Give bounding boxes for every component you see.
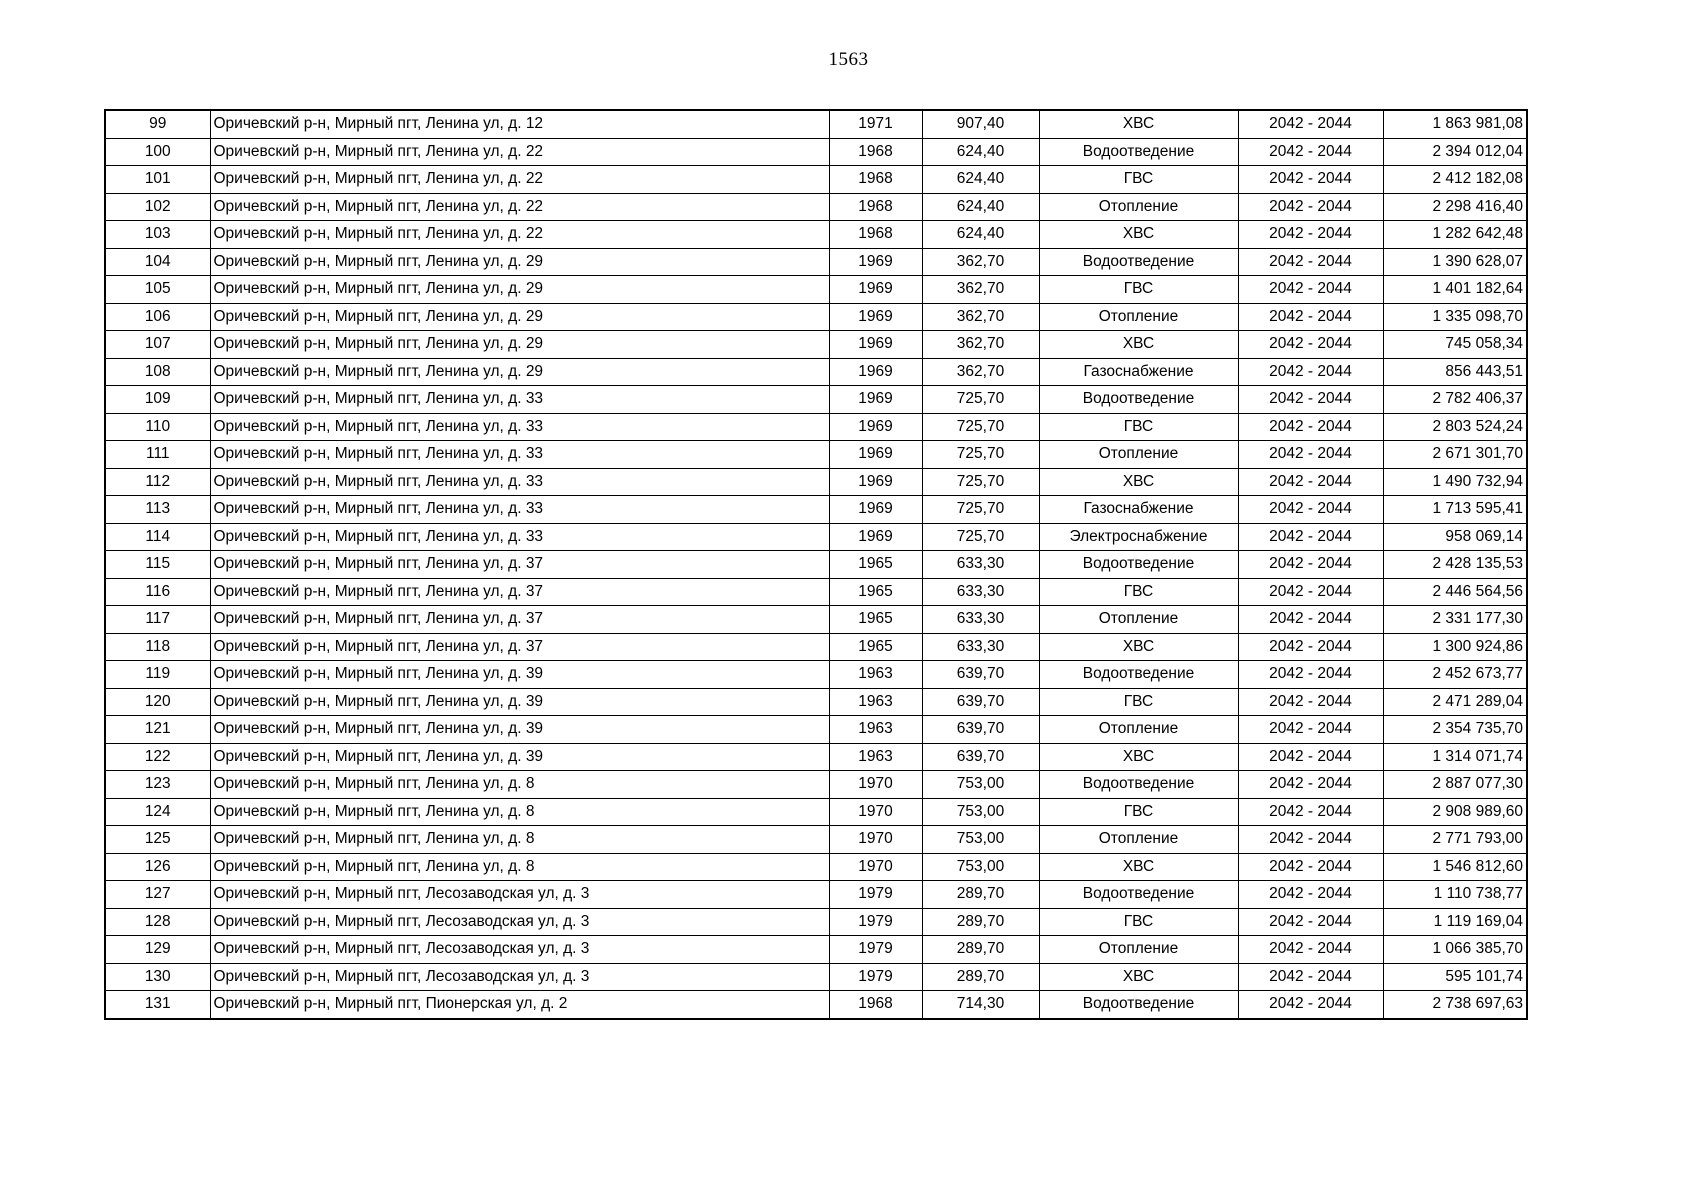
year-built-cell: 1969 xyxy=(829,413,922,441)
row-number-cell: 127 xyxy=(105,881,210,909)
repair-period-cell: 2042 - 2044 xyxy=(1238,386,1383,414)
service-type-cell: ХВС xyxy=(1039,331,1238,359)
year-built-cell: 1969 xyxy=(829,303,922,331)
year-built-cell: 1979 xyxy=(829,908,922,936)
cost-cell: 1 119 169,04 xyxy=(1383,908,1527,936)
table-row xyxy=(105,496,1527,524)
cost-cell: 1 300 924,86 xyxy=(1383,633,1527,661)
year-built-cell: 1969 xyxy=(829,441,922,469)
repair-registry-table xyxy=(104,109,1528,1020)
repair-period-cell: 2042 - 2044 xyxy=(1238,578,1383,606)
year-built-cell: 1965 xyxy=(829,551,922,579)
repair-period-cell: 2042 - 2044 xyxy=(1238,468,1383,496)
repair-period-cell: 2042 - 2044 xyxy=(1238,303,1383,331)
year-built-cell: 1971 xyxy=(829,110,922,138)
year-built-cell: 1968 xyxy=(829,166,922,194)
year-built-cell: 1979 xyxy=(829,936,922,964)
service-type-cell: ГВС xyxy=(1039,908,1238,936)
service-type-cell: Водоотведение xyxy=(1039,661,1238,689)
row-number-cell: 103 xyxy=(105,221,210,249)
address-cell: Оричевский р-н, Мирный пгт, Ленина ул, д. 8 xyxy=(210,798,829,826)
repair-period-cell: 2042 - 2044 xyxy=(1238,413,1383,441)
service-type-cell: Отопление xyxy=(1039,826,1238,854)
repair-period-cell: 2042 - 2044 xyxy=(1238,331,1383,359)
cost-cell: 1 390 628,07 xyxy=(1383,248,1527,276)
row-number-cell: 115 xyxy=(105,551,210,579)
cost-cell: 745 058,34 xyxy=(1383,331,1527,359)
cost-cell: 1 314 071,74 xyxy=(1383,743,1527,771)
address-cell: Оричевский р-н, Мирный пгт, Пионерская ул, д. 2 xyxy=(210,991,829,1019)
area-cell: 624,40 xyxy=(922,166,1039,194)
service-type-cell: Водоотведение xyxy=(1039,991,1238,1019)
table-row xyxy=(105,743,1527,771)
table-row xyxy=(105,358,1527,386)
cost-cell: 2 331 177,30 xyxy=(1383,606,1527,634)
row-number-cell: 129 xyxy=(105,936,210,964)
service-type-cell: Водоотведение xyxy=(1039,551,1238,579)
area-cell: 289,70 xyxy=(922,963,1039,991)
service-type-cell: ХВС xyxy=(1039,468,1238,496)
year-built-cell: 1965 xyxy=(829,633,922,661)
table-row xyxy=(105,248,1527,276)
repair-period-cell: 2042 - 2044 xyxy=(1238,716,1383,744)
address-cell: Оричевский р-н, Мирный пгт, Ленина ул, д. 33 xyxy=(210,386,829,414)
year-built-cell: 1969 xyxy=(829,248,922,276)
row-number-cell: 110 xyxy=(105,413,210,441)
table-row xyxy=(105,386,1527,414)
service-type-cell: Водоотведение xyxy=(1039,881,1238,909)
table-row xyxy=(105,716,1527,744)
year-built-cell: 1970 xyxy=(829,771,922,799)
repair-period-cell: 2042 - 2044 xyxy=(1238,991,1383,1019)
service-type-cell: Водоотведение xyxy=(1039,386,1238,414)
address-cell: Оричевский р-н, Мирный пгт, Ленина ул, д. 39 xyxy=(210,688,829,716)
address-cell: Оричевский р-н, Мирный пгт, Ленина ул, д. 29 xyxy=(210,358,829,386)
area-cell: 289,70 xyxy=(922,908,1039,936)
area-cell: 624,40 xyxy=(922,138,1039,166)
repair-period-cell: 2042 - 2044 xyxy=(1238,661,1383,689)
row-number-cell: 124 xyxy=(105,798,210,826)
table-row xyxy=(105,221,1527,249)
address-cell: Оричевский р-н, Мирный пгт, Ленина ул, д. 12 xyxy=(210,110,829,138)
table-row xyxy=(105,853,1527,881)
repair-period-cell: 2042 - 2044 xyxy=(1238,441,1383,469)
cost-cell: 2 446 564,56 xyxy=(1383,578,1527,606)
repair-period-cell: 2042 - 2044 xyxy=(1238,166,1383,194)
service-type-cell: Водоотведение xyxy=(1039,771,1238,799)
table-row xyxy=(105,578,1527,606)
address-cell: Оричевский р-н, Мирный пгт, Ленина ул, д. 33 xyxy=(210,523,829,551)
year-built-cell: 1968 xyxy=(829,193,922,221)
row-number-cell: 114 xyxy=(105,523,210,551)
table-row xyxy=(105,661,1527,689)
year-built-cell: 1963 xyxy=(829,661,922,689)
service-type-cell: Газоснабжение xyxy=(1039,496,1238,524)
service-type-cell: Отопление xyxy=(1039,936,1238,964)
area-cell: 725,70 xyxy=(922,441,1039,469)
cost-cell: 1 490 732,94 xyxy=(1383,468,1527,496)
table-row xyxy=(105,963,1527,991)
table-row xyxy=(105,331,1527,359)
service-type-cell: ХВС xyxy=(1039,221,1238,249)
repair-period-cell: 2042 - 2044 xyxy=(1238,496,1383,524)
row-number-cell: 118 xyxy=(105,633,210,661)
address-cell: Оричевский р-н, Мирный пгт, Лесозаводская ул, д. 3 xyxy=(210,908,829,936)
row-number-cell: 108 xyxy=(105,358,210,386)
address-cell: Оричевский р-н, Мирный пгт, Ленина ул, д. 29 xyxy=(210,331,829,359)
address-cell: Оричевский р-н, Мирный пгт, Ленина ул, д. 8 xyxy=(210,826,829,854)
address-cell: Оричевский р-н, Мирный пгт, Ленина ул, д. 8 xyxy=(210,771,829,799)
address-cell: Оричевский р-н, Мирный пгт, Ленина ул, д. 37 xyxy=(210,551,829,579)
year-built-cell: 1968 xyxy=(829,138,922,166)
year-built-cell: 1969 xyxy=(829,468,922,496)
repair-period-cell: 2042 - 2044 xyxy=(1238,248,1383,276)
table-row xyxy=(105,881,1527,909)
row-number-cell: 128 xyxy=(105,908,210,936)
service-type-cell: ГВС xyxy=(1039,578,1238,606)
repair-period-cell: 2042 - 2044 xyxy=(1238,688,1383,716)
address-cell: Оричевский р-н, Мирный пгт, Ленина ул, д. 39 xyxy=(210,743,829,771)
repair-period-cell: 2042 - 2044 xyxy=(1238,276,1383,304)
cost-cell: 2 803 524,24 xyxy=(1383,413,1527,441)
table-body xyxy=(105,110,1527,1019)
address-cell: Оричевский р-н, Мирный пгт, Ленина ул, д. 33 xyxy=(210,441,829,469)
address-cell: Оричевский р-н, Мирный пгт, Ленина ул, д. 22 xyxy=(210,138,829,166)
table-row xyxy=(105,166,1527,194)
repair-period-cell: 2042 - 2044 xyxy=(1238,633,1383,661)
row-number-cell: 102 xyxy=(105,193,210,221)
row-number-cell: 121 xyxy=(105,716,210,744)
area-cell: 633,30 xyxy=(922,578,1039,606)
address-cell: Оричевский р-н, Мирный пгт, Ленина ул, д. 22 xyxy=(210,221,829,249)
repair-period-cell: 2042 - 2044 xyxy=(1238,771,1383,799)
area-cell: 714,30 xyxy=(922,991,1039,1019)
area-cell: 289,70 xyxy=(922,881,1039,909)
repair-period-cell: 2042 - 2044 xyxy=(1238,221,1383,249)
cost-cell: 2 782 406,37 xyxy=(1383,386,1527,414)
area-cell: 639,70 xyxy=(922,743,1039,771)
service-type-cell: Отопление xyxy=(1039,303,1238,331)
row-number-cell: 113 xyxy=(105,496,210,524)
table-row xyxy=(105,441,1527,469)
area-cell: 907,40 xyxy=(922,110,1039,138)
repair-period-cell: 2042 - 2044 xyxy=(1238,358,1383,386)
year-built-cell: 1969 xyxy=(829,523,922,551)
area-cell: 633,30 xyxy=(922,606,1039,634)
repair-period-cell: 2042 - 2044 xyxy=(1238,551,1383,579)
table-row xyxy=(105,936,1527,964)
address-cell: Оричевский р-н, Мирный пгт, Лесозаводская ул, д. 3 xyxy=(210,881,829,909)
cost-cell: 2 354 735,70 xyxy=(1383,716,1527,744)
table-row xyxy=(105,138,1527,166)
cost-cell: 1 863 981,08 xyxy=(1383,110,1527,138)
service-type-cell: Отопление xyxy=(1039,193,1238,221)
cost-cell: 1 282 642,48 xyxy=(1383,221,1527,249)
address-cell: Оричевский р-н, Мирный пгт, Ленина ул, д. 22 xyxy=(210,166,829,194)
area-cell: 753,00 xyxy=(922,798,1039,826)
row-number-cell: 104 xyxy=(105,248,210,276)
area-cell: 753,00 xyxy=(922,853,1039,881)
year-built-cell: 1965 xyxy=(829,578,922,606)
year-built-cell: 1969 xyxy=(829,331,922,359)
cost-cell: 2 428 135,53 xyxy=(1383,551,1527,579)
year-built-cell: 1979 xyxy=(829,963,922,991)
cost-cell: 1 066 385,70 xyxy=(1383,936,1527,964)
area-cell: 362,70 xyxy=(922,331,1039,359)
row-number-cell: 109 xyxy=(105,386,210,414)
row-number-cell: 126 xyxy=(105,853,210,881)
area-cell: 624,40 xyxy=(922,221,1039,249)
year-built-cell: 1979 xyxy=(829,881,922,909)
cost-cell: 2 394 012,04 xyxy=(1383,138,1527,166)
cost-cell: 1 713 595,41 xyxy=(1383,496,1527,524)
cost-cell: 2 771 793,00 xyxy=(1383,826,1527,854)
service-type-cell: ХВС xyxy=(1039,743,1238,771)
area-cell: 289,70 xyxy=(922,936,1039,964)
row-number-cell: 106 xyxy=(105,303,210,331)
year-built-cell: 1969 xyxy=(829,496,922,524)
row-number-cell: 111 xyxy=(105,441,210,469)
repair-period-cell: 2042 - 2044 xyxy=(1238,523,1383,551)
repair-period-cell: 2042 - 2044 xyxy=(1238,853,1383,881)
repair-period-cell: 2042 - 2044 xyxy=(1238,936,1383,964)
area-cell: 362,70 xyxy=(922,276,1039,304)
repair-period-cell: 2042 - 2044 xyxy=(1238,743,1383,771)
year-built-cell: 1970 xyxy=(829,853,922,881)
address-cell: Оричевский р-н, Мирный пгт, Ленина ул, д. 37 xyxy=(210,606,829,634)
address-cell: Оричевский р-н, Мирный пгт, Ленина ул, д. 33 xyxy=(210,413,829,441)
row-number-cell: 131 xyxy=(105,991,210,1019)
repair-period-cell: 2042 - 2044 xyxy=(1238,606,1383,634)
repair-period-cell: 2042 - 2044 xyxy=(1238,908,1383,936)
repair-period-cell: 2042 - 2044 xyxy=(1238,963,1383,991)
table-row xyxy=(105,276,1527,304)
table-row xyxy=(105,633,1527,661)
row-number-cell: 99 xyxy=(105,110,210,138)
service-type-cell: ГВС xyxy=(1039,798,1238,826)
area-cell: 725,70 xyxy=(922,468,1039,496)
area-cell: 725,70 xyxy=(922,496,1039,524)
address-cell: Оричевский р-н, Мирный пгт, Ленина ул, д. 8 xyxy=(210,853,829,881)
area-cell: 725,70 xyxy=(922,413,1039,441)
page-number: 1563 xyxy=(828,49,869,70)
row-number-cell: 116 xyxy=(105,578,210,606)
cost-cell: 1 401 182,64 xyxy=(1383,276,1527,304)
area-cell: 362,70 xyxy=(922,358,1039,386)
table-row xyxy=(105,413,1527,441)
repair-period-cell: 2042 - 2044 xyxy=(1238,881,1383,909)
address-cell: Оричевский р-н, Мирный пгт, Ленина ул, д. 37 xyxy=(210,578,829,606)
address-cell: Оричевский р-н, Мирный пгт, Ленина ул, д. 29 xyxy=(210,276,829,304)
area-cell: 633,30 xyxy=(922,551,1039,579)
cost-cell: 2 412 182,08 xyxy=(1383,166,1527,194)
area-cell: 753,00 xyxy=(922,771,1039,799)
repair-period-cell: 2042 - 2044 xyxy=(1238,138,1383,166)
area-cell: 362,70 xyxy=(922,248,1039,276)
service-type-cell: ГВС xyxy=(1039,276,1238,304)
row-number-cell: 107 xyxy=(105,331,210,359)
row-number-cell: 125 xyxy=(105,826,210,854)
service-type-cell: Отопление xyxy=(1039,441,1238,469)
address-cell: Оричевский р-н, Мирный пгт, Лесозаводская ул, д. 3 xyxy=(210,936,829,964)
year-built-cell: 1968 xyxy=(829,991,922,1019)
year-built-cell: 1963 xyxy=(829,716,922,744)
year-built-cell: 1963 xyxy=(829,743,922,771)
service-type-cell: ХВС xyxy=(1039,110,1238,138)
service-type-cell: ГВС xyxy=(1039,166,1238,194)
table-row xyxy=(105,193,1527,221)
year-built-cell: 1963 xyxy=(829,688,922,716)
table-row xyxy=(105,908,1527,936)
service-type-cell: ГВС xyxy=(1039,413,1238,441)
table-row xyxy=(105,991,1527,1019)
row-number-cell: 105 xyxy=(105,276,210,304)
table-row xyxy=(105,110,1527,138)
repair-period-cell: 2042 - 2044 xyxy=(1238,110,1383,138)
area-cell: 753,00 xyxy=(922,826,1039,854)
table-row xyxy=(105,303,1527,331)
table-row xyxy=(105,826,1527,854)
table-row xyxy=(105,771,1527,799)
year-built-cell: 1969 xyxy=(829,276,922,304)
cost-cell: 595 101,74 xyxy=(1383,963,1527,991)
repair-period-cell: 2042 - 2044 xyxy=(1238,826,1383,854)
row-number-cell: 117 xyxy=(105,606,210,634)
year-built-cell: 1969 xyxy=(829,358,922,386)
service-type-cell: Отопление xyxy=(1039,716,1238,744)
address-cell: Оричевский р-н, Мирный пгт, Ленина ул, д. 29 xyxy=(210,303,829,331)
row-number-cell: 101 xyxy=(105,166,210,194)
area-cell: 624,40 xyxy=(922,193,1039,221)
cost-cell: 2 887 077,30 xyxy=(1383,771,1527,799)
address-cell: Оричевский р-н, Мирный пгт, Ленина ул, д. 29 xyxy=(210,248,829,276)
area-cell: 725,70 xyxy=(922,523,1039,551)
cost-cell: 856 443,51 xyxy=(1383,358,1527,386)
service-type-cell: ХВС xyxy=(1039,853,1238,881)
row-number-cell: 100 xyxy=(105,138,210,166)
service-type-cell: Водоотведение xyxy=(1039,248,1238,276)
address-cell: Оричевский р-н, Мирный пгт, Ленина ул, д. 22 xyxy=(210,193,829,221)
row-number-cell: 130 xyxy=(105,963,210,991)
service-type-cell: Отопление xyxy=(1039,606,1238,634)
address-cell: Оричевский р-н, Мирный пгт, Ленина ул, д. 39 xyxy=(210,661,829,689)
cost-cell: 2 452 673,77 xyxy=(1383,661,1527,689)
table-row xyxy=(105,468,1527,496)
service-type-cell: ГВС xyxy=(1039,688,1238,716)
year-built-cell: 1968 xyxy=(829,221,922,249)
year-built-cell: 1969 xyxy=(829,386,922,414)
address-cell: Оричевский р-н, Мирный пгт, Ленина ул, д. 33 xyxy=(210,496,829,524)
cost-cell: 1 546 812,60 xyxy=(1383,853,1527,881)
area-cell: 725,70 xyxy=(922,386,1039,414)
service-type-cell: ХВС xyxy=(1039,633,1238,661)
row-number-cell: 122 xyxy=(105,743,210,771)
service-type-cell: Электроснабжение xyxy=(1039,523,1238,551)
area-cell: 633,30 xyxy=(922,633,1039,661)
address-cell: Оричевский р-н, Мирный пгт, Ленина ул, д. 37 xyxy=(210,633,829,661)
service-type-cell: Газоснабжение xyxy=(1039,358,1238,386)
table-row xyxy=(105,523,1527,551)
service-type-cell: Водоотведение xyxy=(1039,138,1238,166)
address-cell: Оричевский р-н, Мирный пгт, Ленина ул, д. 33 xyxy=(210,468,829,496)
row-number-cell: 120 xyxy=(105,688,210,716)
table-row xyxy=(105,551,1527,579)
row-number-cell: 119 xyxy=(105,661,210,689)
area-cell: 639,70 xyxy=(922,661,1039,689)
cost-cell: 958 069,14 xyxy=(1383,523,1527,551)
table-row xyxy=(105,606,1527,634)
table-row xyxy=(105,798,1527,826)
address-cell: Оричевский р-н, Мирный пгт, Ленина ул, д. 39 xyxy=(210,716,829,744)
cost-cell: 1 335 098,70 xyxy=(1383,303,1527,331)
cost-cell: 2 298 416,40 xyxy=(1383,193,1527,221)
year-built-cell: 1970 xyxy=(829,798,922,826)
area-cell: 639,70 xyxy=(922,688,1039,716)
area-cell: 639,70 xyxy=(922,716,1039,744)
table-row xyxy=(105,688,1527,716)
row-number-cell: 112 xyxy=(105,468,210,496)
year-built-cell: 1965 xyxy=(829,606,922,634)
service-type-cell: ХВС xyxy=(1039,963,1238,991)
year-built-cell: 1970 xyxy=(829,826,922,854)
repair-period-cell: 2042 - 2044 xyxy=(1238,798,1383,826)
address-cell: Оричевский р-н, Мирный пгт, Лесозаводская ул, д. 3 xyxy=(210,963,829,991)
cost-cell: 2 738 697,63 xyxy=(1383,991,1527,1019)
repair-period-cell: 2042 - 2044 xyxy=(1238,193,1383,221)
cost-cell: 2 671 301,70 xyxy=(1383,441,1527,469)
cost-cell: 1 110 738,77 xyxy=(1383,881,1527,909)
cost-cell: 2 471 289,04 xyxy=(1383,688,1527,716)
cost-cell: 2 908 989,60 xyxy=(1383,798,1527,826)
row-number-cell: 123 xyxy=(105,771,210,799)
area-cell: 362,70 xyxy=(922,303,1039,331)
